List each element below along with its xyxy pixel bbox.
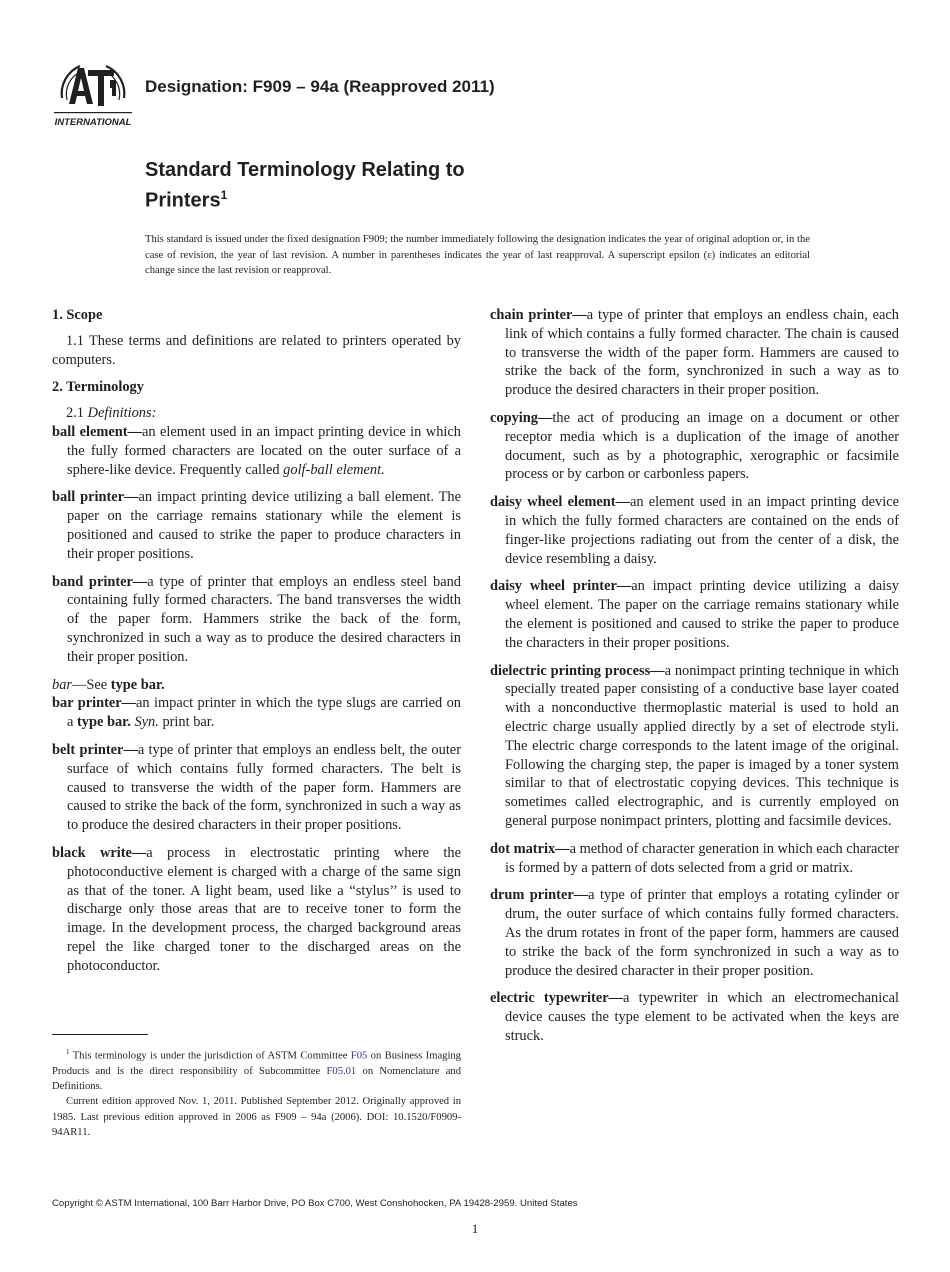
term: drum printer— <box>490 887 589 904</box>
logo-rule <box>54 112 132 113</box>
term: belt printer— <box>52 741 138 758</box>
term: bar <box>52 676 72 693</box>
definition-ball-element <box>52 423 461 479</box>
definition-body: an element used in an impact printing device in which the fully formed characters are contained on the ends of finger-like projections radiating out from the center of a disk, the device resembling a daisy. <box>505 494 899 567</box>
definition-body: an impact printing device utilizing a ball element. The paper on the carriage remains stationary while the element is positioned and caused to strike the paper to produce characters in their proper positions. <box>67 489 461 562</box>
document-title <box>145 158 465 214</box>
term: dielectric printing process— <box>490 662 665 679</box>
definition-dielectric-printing-process <box>490 662 899 831</box>
term: black write— <box>52 844 147 861</box>
scope-paragraph: 1.1 These terms and definitions are related to printers operated by computers. <box>52 332 461 368</box>
definition-body: the act of producing an image on a document or other receptor media which is a duplication of the image of another document, such as by a photographic, xerographic or facsimile process or by carbon or carbonless papers. <box>505 409 899 483</box>
designation-suffix: 94a (Reapproved 2011) <box>310 77 495 96</box>
definition-body: a method of character generation in which each character is formed by a pattern of dots selected from a grid or matrix. <box>505 840 900 876</box>
term: electric typewriter— <box>490 990 624 1007</box>
footnote-mark: 1 <box>66 1048 70 1056</box>
term: dot matrix— <box>490 840 570 857</box>
definition-body: an impact printer in which the type slugs are carried on a <box>67 695 461 731</box>
scope-heading: 1. Scope <box>52 307 103 323</box>
logo-text: INTERNATIONAL <box>54 117 132 128</box>
cross-reference: type bar. <box>77 714 131 731</box>
definition-black-write <box>52 844 461 976</box>
definition-body: an element used in an impact printing device in which the fully formed characters are located on the outer surface of a sphere-like device. Frequently called <box>67 423 461 478</box>
footnote-rule <box>52 1034 148 1035</box>
definition-bar <box>52 676 461 695</box>
definition-body: a type of printer that employs an endless chain, each link of which contains a fully formed character. The chain is caused to transverse the width of the paper form. Hammers are caused to strike the back of the form, synchronized in such a way as to produce the desired characters in their proper position. <box>505 307 900 399</box>
title-line-1: Standard Terminology Relating to <box>145 159 465 181</box>
term: daisy wheel printer— <box>490 578 632 595</box>
definition-daisy-wheel-printer <box>490 577 899 652</box>
term: chain printer— <box>490 307 587 323</box>
definitions-label <box>52 404 461 423</box>
footnote-1 <box>52 1045 461 1094</box>
definition-body: a type of printer that employs a rotating cylinder or drum, the outer surface of which contains fully formed characters. As the drum rotates in front of the paper form, hammers are caused to strike the back of the form synchronized in such a way as to produce the desired character in their proper position. <box>505 887 899 979</box>
copyright-notice: Copyright © ASTM International, 100 Barr Harbor Drive, PO Box C700, West Conshohocken, PA 19428-2959. United States <box>52 1198 578 1209</box>
definition-band-printer <box>52 573 461 667</box>
right-column <box>490 306 899 1055</box>
definition-body: an impact printing device utilizing a daisy wheel element. The paper on the carriage remains stationary while the element is positioned and caused to strike the paper to produce the characters in their proper positions. <box>505 578 899 651</box>
synonym-label: Syn. <box>134 714 159 731</box>
definition-dot-matrix <box>490 840 899 878</box>
synonym-text: print bar. <box>158 714 215 731</box>
definition-body: a type of printer that employs an endless steel band containing fully formed characters. The band transverses the width of the paper form. Hammers strike the back of the form, synchronized in such a way as to produce the desired characters in their proper position. <box>67 573 462 665</box>
page-number: 1 <box>471 1221 479 1236</box>
term: ball printer— <box>52 489 139 506</box>
designation <box>145 77 495 97</box>
definition-body: a type of printer that employs an endless belt, the outer surface of which contains fully formed characters. The belt is caused to transverse the width of the paper form. Hammers are caused to strike the back of the form, synchronized in such a way as to produce the desired characters in their proper positions. <box>67 741 461 834</box>
term: copying— <box>490 409 553 426</box>
definition-body: a typewriter in which an electromechanical device causes the type element to be activated when the keys are struck. <box>505 990 899 1044</box>
footnote-text: This terminology is under the jurisdiction of ASTM Committee <box>72 1050 351 1062</box>
astm-logo <box>52 58 134 130</box>
intro-note: This standard is issued under the fixed designation F909; the number immediately following the designation indicates the year of original adoption or, in the case of revision, the year of last revision. A number in parentheses indicates the year of last reapproval. A superscript epsilon (ε) indicates an editorial change since the last revision or reapproval. <box>145 234 810 276</box>
definition-belt-printer <box>52 741 461 835</box>
designation-prefix: Designation: F909 <box>145 77 292 96</box>
term: daisy wheel element— <box>490 494 630 511</box>
term: bar printer— <box>52 695 137 712</box>
footnote-text: on Business Imaging Products and is the direct responsibility of Subcommittee <box>52 1050 461 1077</box>
definitions-label-text: Definitions: <box>87 405 157 422</box>
term: ball element— <box>52 423 142 440</box>
title-line-2 <box>145 183 465 214</box>
definition-bar-printer <box>52 694 461 732</box>
cross-reference: type bar. <box>110 676 165 693</box>
footnotes <box>52 1045 461 1140</box>
designation-dash: – <box>296 77 306 96</box>
definition-body: —See <box>72 676 111 693</box>
definition-electric-typewriter <box>490 989 899 1045</box>
term: band printer— <box>52 573 148 590</box>
definition-drum-printer <box>490 886 899 980</box>
footnote-edition: Current edition approved Nov. 1, 2011. Published September 2012. Originally approved in 1985. Last previous edition approved in 2006 as F909 – 94a (2006). DOI: 10.1520/F0909-94AR11. <box>52 1096 461 1139</box>
definitions-label-number: 2.1 <box>66 405 84 422</box>
title-footnote-mark: 1 <box>220 188 228 202</box>
title-line-2-text: Printers <box>145 189 221 212</box>
definition-italic: golf-ball element. <box>283 461 385 478</box>
terminology-heading: 2. Terminology <box>52 379 144 396</box>
definition-daisy-wheel-element <box>490 493 899 568</box>
definition-ball-printer <box>52 488 461 563</box>
definition-body: a process in electrostatic printing where the photoconductive element is charged with a charge of the same sign as that of the toner. A light beam, used like a “stylus’’ is used to discharge only those areas that are to receive toner to form the image. In the development process, the charged background areas repel the like charged toner to the discharged areas on the photoconductor. <box>67 844 461 974</box>
subcommittee-link[interactable]: F05.01 <box>326 1065 357 1077</box>
left-column <box>52 306 461 985</box>
footnote-text: on Nomenclature and Definitions. <box>52 1065 461 1093</box>
committee-link[interactable]: F05 <box>350 1050 368 1062</box>
definition-body: a nonimpact printing technique in which specially treated paper consisting of a conductive base layer coated with a nonconductive thermoplastic material is used to hold an electric charge usually applied directly by a set of electrode styli. The electric charge corresponds to the latent image of the original. Following the charging step, the paper is imaged by a toner system similar to that of electrostatic copying devices. This technique is sometimes called electrographic, and is currently employed on general purpose nonimpact printers, plotting and facsimile devices. <box>505 662 899 829</box>
definition-chain-printer <box>490 306 899 400</box>
definition-copying <box>490 409 899 484</box>
